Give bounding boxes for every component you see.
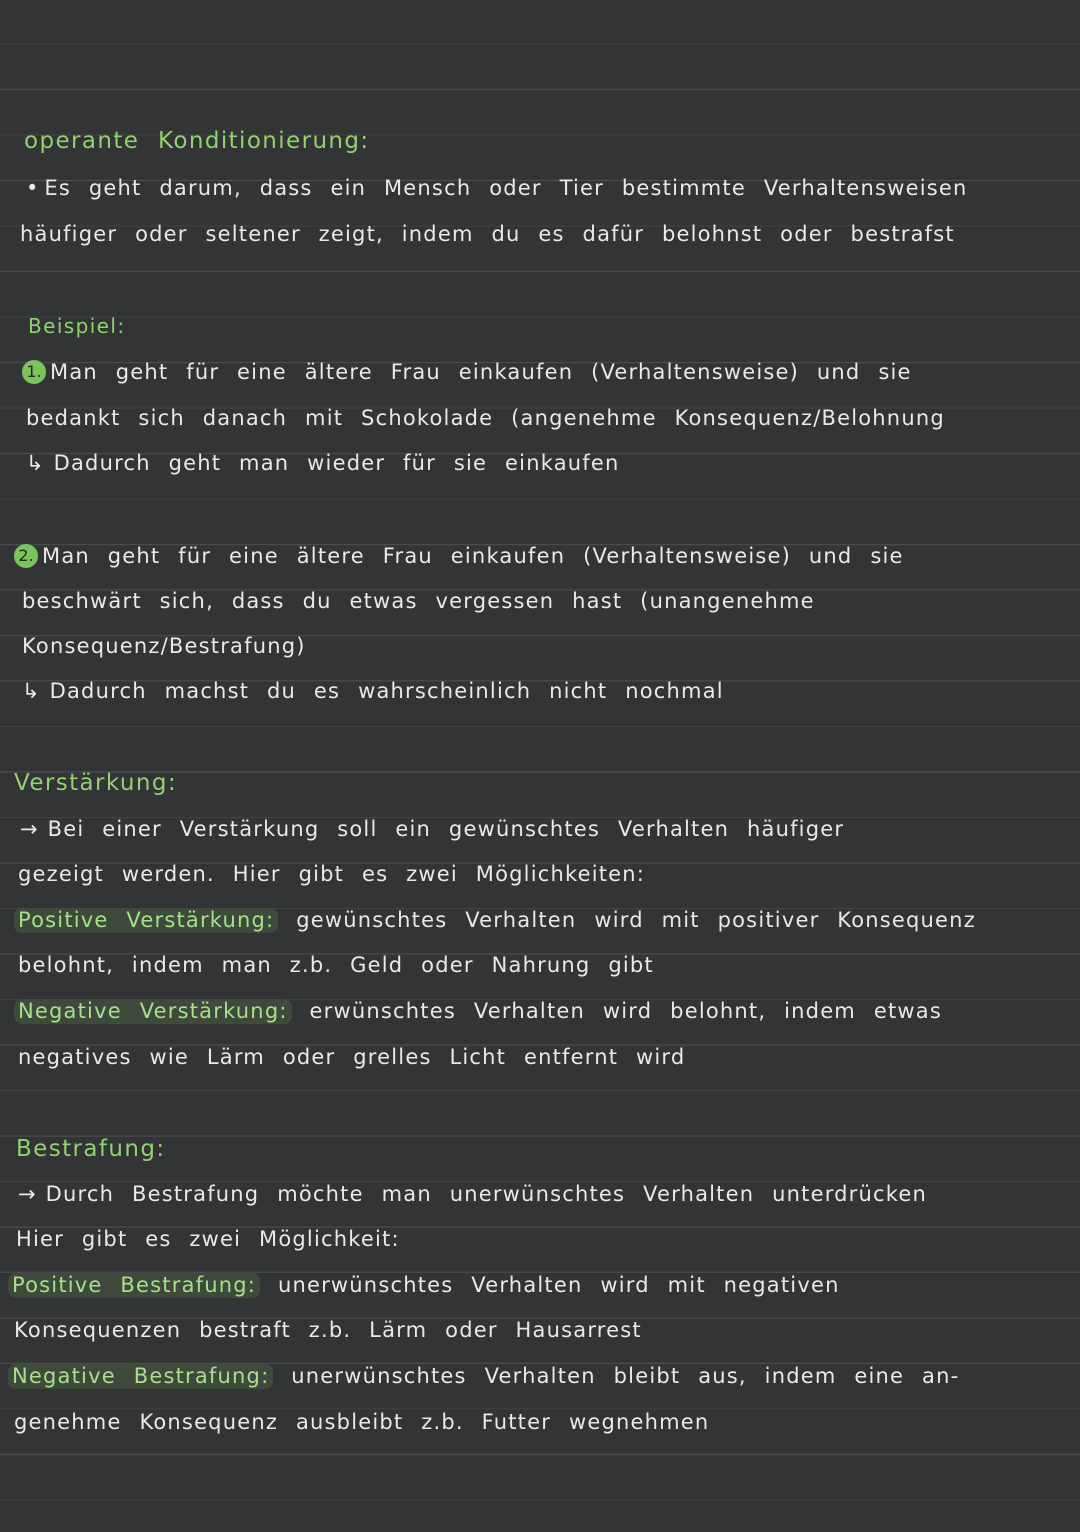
number-badge: 1.	[22, 360, 46, 384]
bullet-icon: •	[26, 176, 39, 200]
text-line: ↳ Dadurch geht man wieder für sie einkaufen	[26, 451, 620, 475]
heading-operante: operante Konditionierung:	[24, 128, 370, 154]
text-line: → Bei einer Verstärkung soll ein gewünschtes Verhalten häufiger	[20, 817, 845, 841]
text-line: Negative Bestrafung: unerwünschtes Verhalten bleibt aus, indem eine an-	[8, 1364, 1080, 1388]
text-line: genehme Konsequenz ausbleibt z.b. Futter wegnehmen	[14, 1410, 710, 1434]
text-line: → Durch Bestrafung möchte man unerwünschtes Verhalten unterdrücken	[18, 1182, 928, 1206]
highlight-negative-bestrafung: Negative Bestrafung:	[8, 1364, 273, 1389]
example-1-line: 1. Man geht für eine ältere Frau einkaufen (Verhaltensweise) und sie	[22, 360, 1080, 384]
text-line: häufiger oder seltener zeigt, indem du es dafür belohnst oder bestrafst	[20, 222, 955, 246]
highlight-positive-verstaerkung: Positive Verstärkung:	[14, 908, 278, 933]
arrow-icon: →	[18, 1182, 36, 1206]
heading-bestrafung: Bestrafung:	[16, 1136, 166, 1162]
arrow-icon: ↳	[26, 451, 44, 475]
arrow-icon: →	[20, 817, 38, 841]
example-2-line: 2. Man geht für eine ältere Frau einkaufen (Verhaltensweise) und sie	[14, 544, 1080, 568]
arrow-icon: ↳	[22, 679, 40, 703]
text-line: Konsequenz/Bestrafung)	[22, 634, 306, 658]
text-line: Hier gibt es zwei Möglichkeit:	[16, 1227, 400, 1251]
text-line: ↳ Dadurch machst du es wahrscheinlich nicht nochmal	[22, 679, 724, 703]
highlight-positive-bestrafung: Positive Bestrafung:	[8, 1273, 260, 1298]
text-line: • Es geht darum, dass ein Mensch oder Tier bestimmte Verhaltensweisen	[26, 176, 968, 200]
text-line: Positive Bestrafung: unerwünschtes Verhalten wird mit negativen	[8, 1273, 1080, 1297]
text-line: bedankt sich danach mit Schokolade (angenehme Konsequenz/Belohnung	[26, 406, 945, 430]
text-line: negatives wie Lärm oder grelles Licht entfernt wird	[18, 1045, 686, 1069]
heading-verstaerkung: Verstärkung:	[14, 770, 178, 796]
text-line: Konsequenzen bestraft z.b. Lärm oder Hausarrest	[14, 1318, 642, 1342]
heading-beispiel: Beispiel:	[28, 314, 126, 338]
text-line: gezeigt werden. Hier gibt es zwei Möglichkeiten:	[18, 862, 646, 886]
number-badge: 2.	[14, 544, 38, 568]
text-line: belohnt, indem man z.b. Geld oder Nahrung gibt	[18, 953, 654, 977]
text-line: beschwärt sich, dass du etwas vergessen hast (unangenehme	[22, 589, 815, 613]
text-line: Negative Verstärkung: erwünschtes Verhalten wird belohnt, indem etwas	[14, 999, 1080, 1023]
text-line: Positive Verstärkung: gewünschtes Verhalten wird mit positiver Konsequenz	[14, 908, 1080, 932]
highlight-negative-verstaerkung: Negative Verstärkung:	[14, 999, 292, 1024]
